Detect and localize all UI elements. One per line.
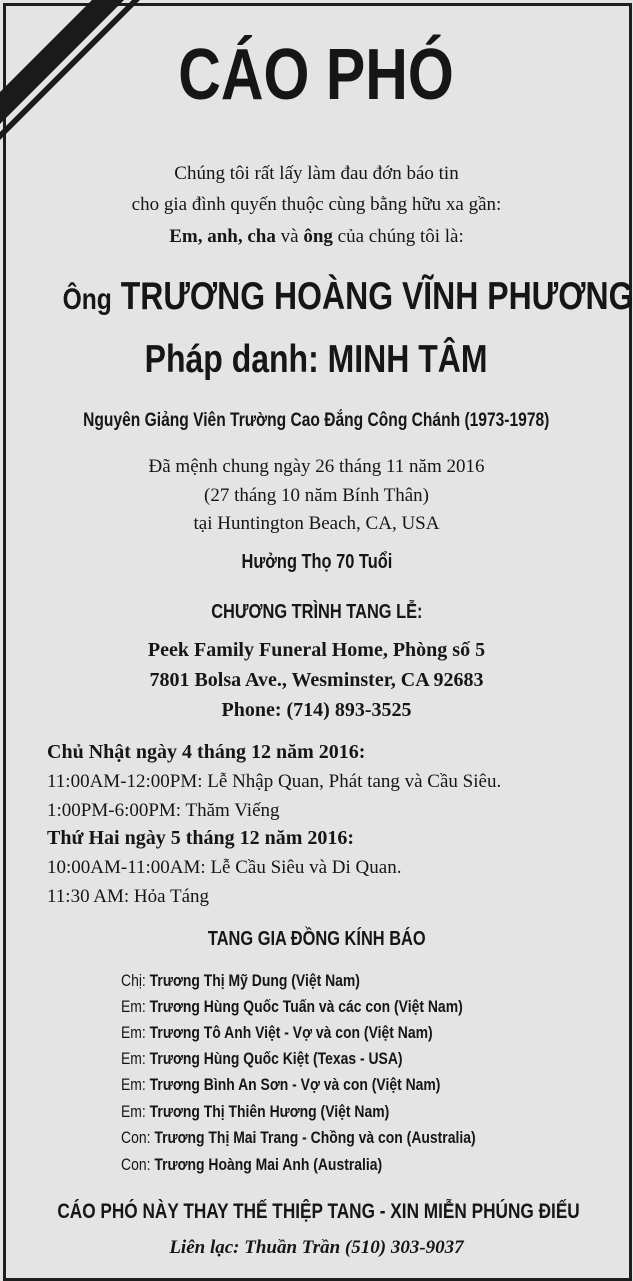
schedule-event: 1:00PM-6:00PM: Thăm Viếng: [47, 800, 280, 821]
schedule-day-2: Thứ Hai ngày 5 tháng 12 năm 2016:: [47, 827, 355, 849]
schedule-event: 10:00AM-11:00AM: Lễ Cầu Siêu và Di Quan.: [47, 857, 402, 878]
funeral-address: 7801 Bolsa Ave., Wesminster, CA 92683: [149, 669, 484, 691]
deceased-name: Ông TRƯƠNG HOÀNG VĨNH PHƯƠNG: [62, 275, 633, 318]
death-place: tại Huntington Beach, CA, USA: [193, 513, 440, 534]
funeral-phone: Phone: (714) 893-3525: [221, 699, 412, 721]
page-title: CÁO PHÓ: [178, 35, 455, 115]
former-position: Nguyên Giảng Viên Trường Cao Đẳng Công Chánh (1973-1978): [83, 410, 550, 431]
intro-line-3: Em, anh, cha và ông của chúng tôi là:: [169, 226, 464, 247]
schedule-event: 11:00AM-12:00PM: Lễ Nhập Quan, Phát tang và Cầu Siêu.: [47, 771, 502, 792]
family-member: Chị: Trương Thị Mỹ Dung (Việt Nam): [121, 971, 360, 990]
schedule-event: 11:30 AM: Hỏa Táng: [47, 886, 210, 907]
family-member: Em: Trương Tô Anh Việt - Vợ và con (Việt Nam): [121, 1023, 433, 1042]
family-member: Con: Trương Hoàng Mai Anh (Australia): [121, 1155, 383, 1174]
no-flowers-notice: CÁO PHÓ NÀY THAY THẾ THIỆP TANG - XIN MIỄN PHÚNG ĐIẾU: [57, 1200, 580, 1223]
family-member: Em: Trương Bình An Sơn - Vợ và con (Việt Nam): [121, 1075, 441, 1094]
family-member: Em: Trương Hùng Quốc Tuấn và các con (Việt Nam): [121, 997, 463, 1016]
age-at-death: Hưởng Thọ 70 Tuổi: [241, 551, 392, 573]
family-member: Con: Trương Thị Mai Trang - Chồng và con (Australia): [121, 1128, 476, 1147]
schedule-day-1: Chủ Nhật ngày 4 tháng 12 năm 2016:: [47, 741, 366, 763]
lunar-date: (27 tháng 10 năm Bính Thân): [204, 485, 429, 506]
dharma-name: Pháp danh: MINH TÂM: [145, 338, 488, 381]
intro-line-1: Chúng tôi rất lấy làm đau đớn báo tin: [174, 163, 459, 184]
funeral-home: Peek Family Funeral Home, Phòng số 5: [147, 639, 486, 661]
program-heading: CHƯƠNG TRÌNH TANG LỄ:: [210, 601, 423, 623]
family-heading: TANG GIA ĐỒNG KÍNH BÁO: [207, 928, 426, 950]
death-date: Đã mệnh chung ngày 26 tháng 11 năm 2016: [148, 456, 485, 477]
contact-line: Liên lạc: Thuần Trần (510) 303-9037: [169, 1237, 464, 1258]
family-member: Em: Trương Hùng Quốc Kiệt (Texas - USA): [121, 1049, 403, 1068]
intro-line-2: cho gia đình quyến thuộc cùng bằng hữu xa gần:: [131, 194, 502, 215]
family-member: Em: Trương Thị Thiên Hương (Việt Nam): [121, 1102, 390, 1121]
